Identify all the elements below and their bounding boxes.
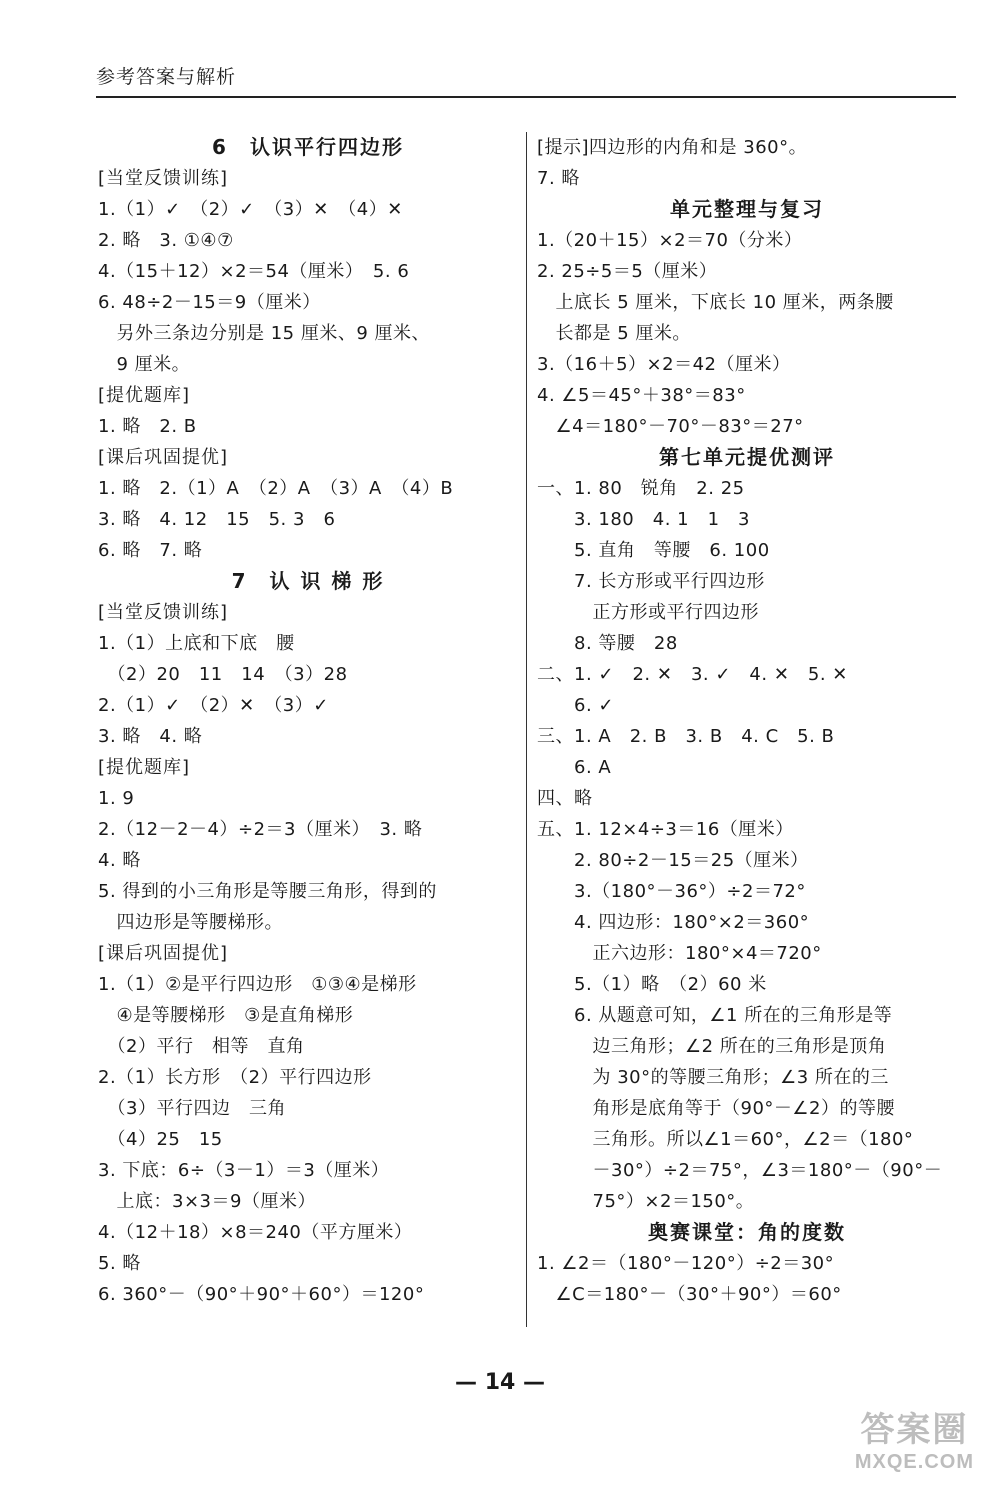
answer-line: 1.（1）✓ （2）✓ （3）✕ （4）✕ (98, 199, 403, 220)
answer-line: 9 厘米。 (98, 354, 191, 375)
answer-line: 3.（16＋5）×2＝42（厘米） (537, 354, 791, 375)
header-rule (96, 96, 956, 98)
section-label: [当堂反馈训练] (98, 168, 229, 189)
answer-line: 1.（1）②是平行四边形 ①③④是梯形 (98, 974, 417, 995)
answer-line: ∠4＝180°－70°－83°＝27° (537, 416, 804, 437)
answer-line: 4. ∠5＝45°＋38°＝83° (537, 385, 746, 406)
section-title: 单元整理与复习 (670, 197, 824, 221)
page-number: — 14 — (455, 1370, 545, 1395)
answer-line: ④是等腰梯形 ③是直角梯形 (98, 1005, 354, 1026)
answer-line: （4）25 15 (98, 1129, 223, 1150)
answer-line: 5. 直角 等腰 6. 100 (537, 540, 770, 561)
answer-line: 角形是底角等于（90°－∠2）的等腰 (537, 1098, 895, 1119)
watermark (855, 1402, 974, 1474)
left-column (98, 132, 518, 1310)
answer-line: 上底长 5 厘米，下底长 10 厘米，两条腰 (537, 292, 894, 313)
answer-line: 6. 从题意可知，∠1 所在的三角形是等 (537, 1005, 893, 1026)
answer-line: 6. 略 7. 略 (98, 540, 203, 561)
answer-line: ∠C＝180°－（30°＋90°）＝60° (537, 1284, 842, 1305)
answer-line: 三角形。所以∠1＝60°，∠2＝（180° (537, 1129, 914, 1150)
answer-line: 8. 等腰 28 (537, 633, 678, 654)
answer-line: 五、1. 12×4÷3＝16（厘米） (537, 819, 794, 840)
answer-line: 一、1. 80 锐角 2. 25 (537, 478, 745, 499)
answer-line: 长都是 5 厘米。 (537, 323, 691, 344)
answer-line: 2. 80÷2－15＝25（厘米） (537, 850, 809, 871)
answer-line: 四、略 (537, 788, 593, 809)
answer-line: 6. 360°－（90°＋90°＋60°）＝120° (98, 1284, 425, 1305)
right-column (537, 132, 957, 1310)
answer-line: 2.（1）✓ （2）✕ （3）✓ (98, 695, 329, 716)
answer-line: [提示]四边形的内角和是 360°。 (537, 137, 808, 158)
section-title: 第七单元提优测评 (659, 445, 835, 469)
answer-line: 上底：3×3＝9（厘米） (98, 1191, 316, 1212)
section-title: 6 认识平行四边形 (212, 135, 404, 159)
answer-line: （2）平行 相等 直角 (98, 1036, 305, 1057)
section-label: [提优题库] (98, 385, 191, 406)
answer-line: 4. 四边形：180°×2＝360° (537, 912, 810, 933)
answer-line: 75°）×2＝150°。 (537, 1191, 755, 1212)
answer-line: 1.（20＋15）×2＝70（分米） (537, 230, 803, 251)
answer-line: 4.（15＋12）×2＝54（厘米） 5. 6 (98, 261, 410, 282)
answer-line: 1. 略 2.（1）A （2）A （3）A （4）B (98, 478, 454, 499)
column-divider (526, 132, 527, 1327)
section-label: [当堂反馈训练] (98, 602, 229, 623)
answer-line: 1. 略 2. B (98, 416, 197, 437)
answer-line: 四边形是等腰梯形。 (98, 912, 283, 933)
answer-line: 4.（12＋18）×8＝240（平方厘米） (98, 1222, 413, 1243)
answer-line: 3. 略 4. 12 15 5. 3 6 (98, 509, 336, 530)
answer-line: 5. 略 (98, 1253, 141, 1274)
answer-line: （2）20 11 14 （3）28 (98, 664, 348, 685)
answer-line: 为 30°的等腰三角形；∠3 所在的三 (537, 1067, 889, 1088)
section-title: 奥赛课堂：角的度数 (648, 1220, 846, 1244)
answer-line: 二、1. ✓ 2. ✕ 3. ✓ 4. ✕ 5. ✕ (537, 664, 848, 685)
answer-line: （3）平行四边 三角 (98, 1098, 286, 1119)
answer-line: 3. 略 4. 略 (98, 726, 203, 747)
section-label: [提优题库] (98, 757, 191, 778)
answer-line: 4. 略 (98, 850, 141, 871)
answer-line: 3. 下底：6÷（3－1）＝3（厘米） (98, 1160, 390, 1181)
answer-line: 2.（1）长方形 （2）平行四边形 (98, 1067, 372, 1088)
watermark-logo: 答案圈 (860, 1411, 969, 1449)
answer-line: 6. ✓ (537, 695, 614, 716)
answer-line: 1. ∠2＝（180°－120°）÷2＝30° (537, 1253, 835, 1274)
answer-line: 1.（1）上底和下底 腰 (98, 633, 295, 654)
answer-line: 5.（1）略 （2）60 米 (537, 974, 767, 995)
answer-line: 3. 180 4. 1 1 3 (537, 509, 751, 530)
answer-line: 6. 48÷2－15＝9（厘米） (98, 292, 321, 313)
answer-line: 正六边形：180°×4＝720° (537, 943, 822, 964)
section-label: [课后巩固提优] (98, 943, 229, 964)
answer-line: 2. 25÷5＝5（厘米） (537, 261, 718, 282)
section-title: 7 认 识 梯 形 (231, 569, 385, 593)
answer-line: 6. A (537, 757, 612, 778)
answer-line: 1. 9 (98, 788, 135, 809)
answer-line: 7. 略 (537, 168, 580, 189)
answer-line: 7. 长方形或平行四边形 (537, 571, 765, 592)
page-header-title: 参考答案与解析 (96, 66, 237, 88)
answer-line: 2. 略 3. ①④⑦ (98, 230, 234, 251)
answer-line: 3.（180°－36°）÷2＝72° (537, 881, 806, 902)
answer-line: 正方形或平行四边形 (537, 602, 759, 623)
answer-line: 5. 得到的小三角形是等腰三角形，得到的 (98, 881, 437, 902)
answer-line: 三、1. A 2. B 3. B 4. C 5. B (537, 726, 835, 747)
answer-line: 2.（12－2－4）÷2＝3（厘米） 3. 略 (98, 819, 423, 840)
answer-line: 边三角形；∠2 所在的三角形是顶角 (537, 1036, 887, 1057)
answer-line: 另外三条边分别是 15 厘米、9 厘米、 (98, 323, 431, 344)
answer-line: －30°）÷2＝75°，∠3＝180°－（90°－ (537, 1160, 943, 1181)
watermark-url: MXQE.COM (854, 1451, 974, 1473)
section-label: [课后巩固提优] (98, 447, 229, 468)
